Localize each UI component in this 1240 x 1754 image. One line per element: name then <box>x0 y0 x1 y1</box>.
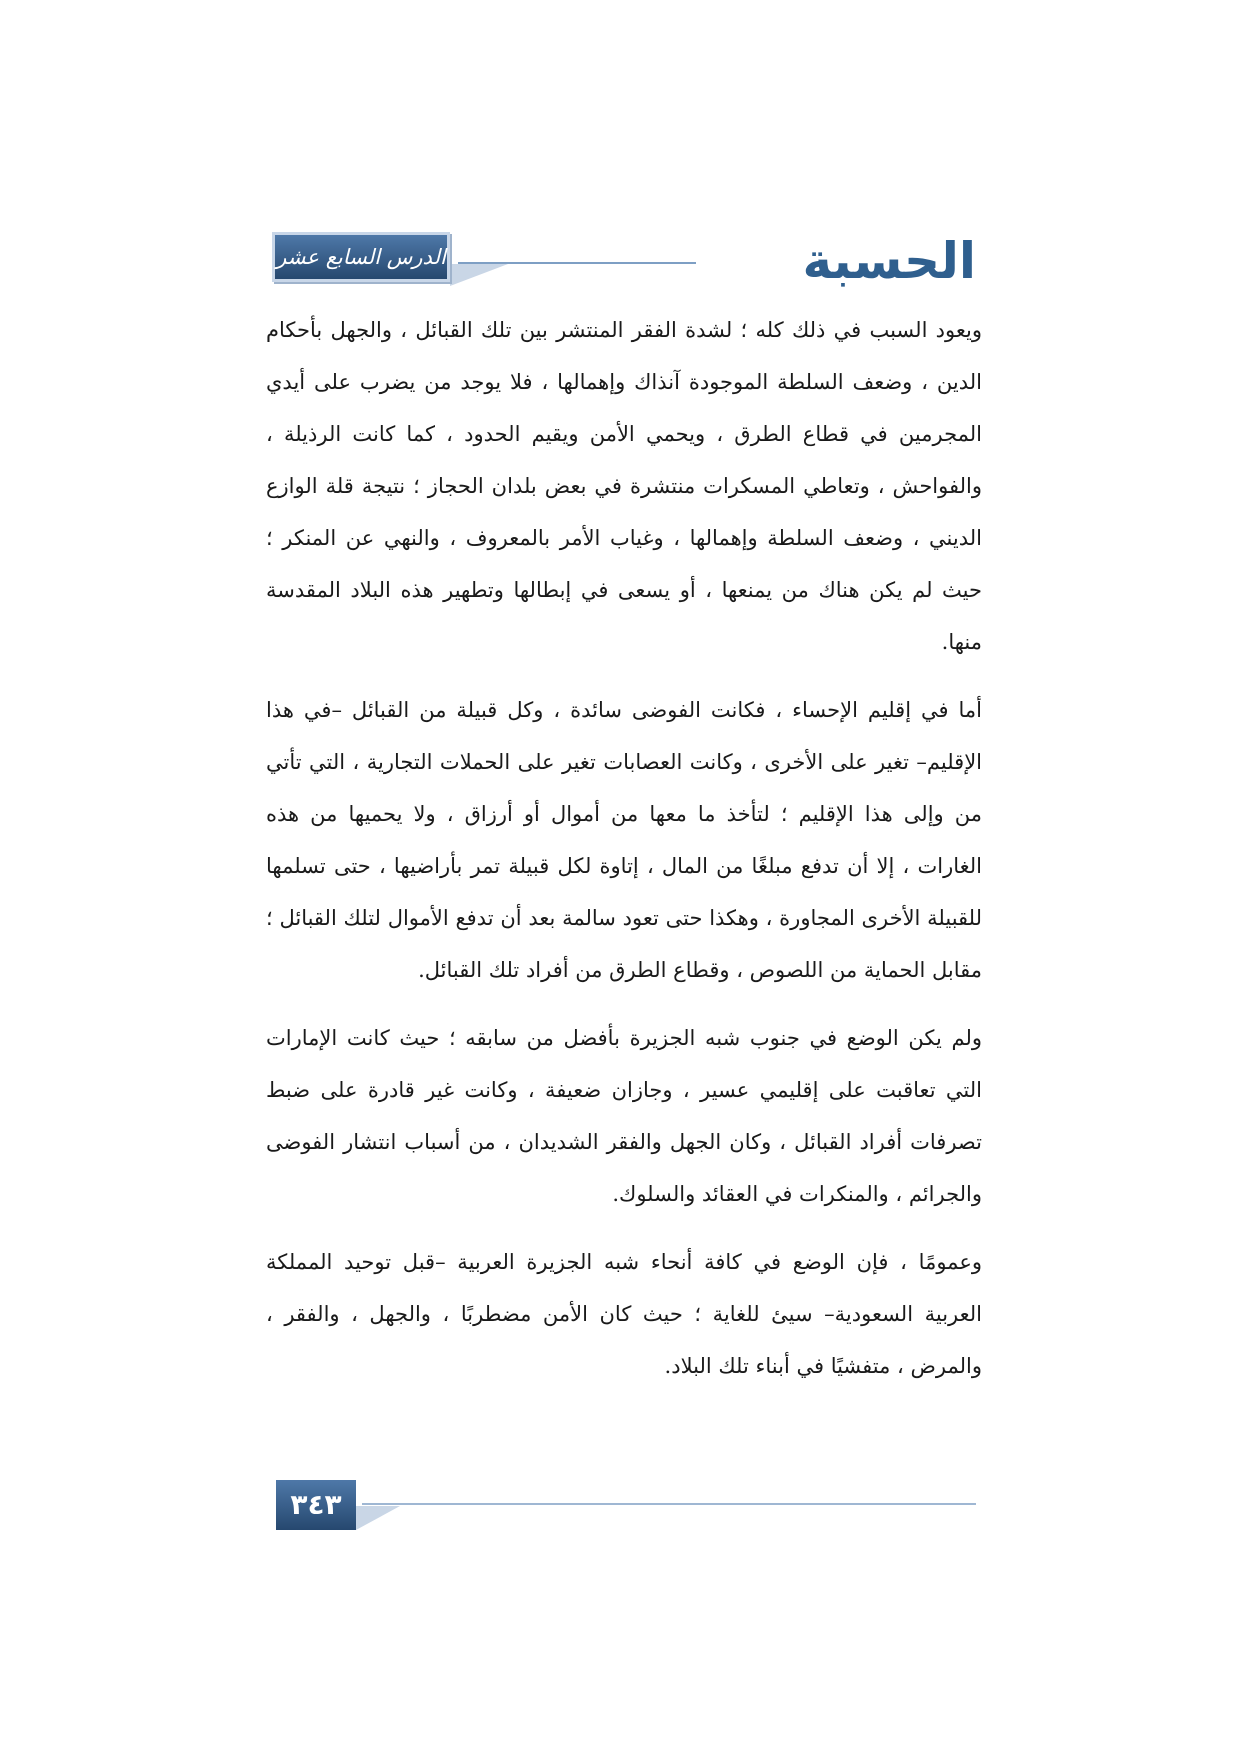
page-header <box>272 232 976 296</box>
page-body <box>266 304 982 1408</box>
footer-decoration <box>356 1506 400 1530</box>
footer-rule <box>362 1503 976 1505</box>
book-title: الحسبة <box>802 232 976 290</box>
page-footer <box>276 1480 976 1536</box>
header-decoration <box>450 264 508 286</box>
paragraph: ولم يكن الوضع في جنوب شبه الجزيرة بأفضل من سابقه ؛ حيث كانت الإمارات التي تعاقبت على إقليمي عسير ، وجازان ضعيفة ، وكانت غير قادرة على ضبط تصرفات أفراد القبائل ، وكان الجهل والفقر الشديدان ، من أسباب انتشار الفوضى والجرائم ، والمنكرات في العقائد والسلوك. <box>266 1026 982 1206</box>
paragraph: ويعود السبب في ذلك كله ؛ لشدة الفقر المنتشر بين تلك القبائل ، والجهل بأحكام الدين ، وضعف السلطة الموجودة آنذاك وإهمالها ، فلا يوجد من يضرب على أيدي المجرمين في قطاع الطرق ، ويحمي الأمن ويقيم الحدود ، كما كانت الرذيلة ، والفواحش ، وتعاطي المسكرات منتشرة في بعض بلدان الحجاز ؛ نتيجة قلة الوازع الديني ، وضعف السلطة وإهمالها ، وغياب الأمر بالمعروف ، والنهي عن المنكر ؛ حيث لم يكن هناك من يمنعها ، أو يسعى في إبطالها وتطهير هذه البلاد المقدسة منها. <box>266 318 982 654</box>
page-number: ٣٤٣ <box>276 1480 356 1530</box>
paragraph: أما في إقليم الإحساء ، فكانت الفوضى سائدة ، وكل قبيلة من القبائل –في هذا الإقليم– تغير على الأخرى ، وكانت العصابات تغير على الحملات التجارية ، التي تأتي من وإلى هذا الإقليم ؛ لتأخذ ما معها من أموال أو أرزاق ، ولا يحميها من هذه الغارات ، إلا أن تدفع مبلغًا من المال ، إتاوة لكل قبيلة تمر بأراضيها ، حتى تسلمها للقبيلة الأخرى المجاورة ، وهكذا حتى تعود سالمة بعد أن تدفع الأموال لتلك القبائل ؛ مقابل الحماية من اللصوص ، وقطاع الطرق من أفراد تلك القبائل. <box>266 698 982 982</box>
paragraph: وعمومًا ، فإن الوضع في كافة أنحاء شبه الجزيرة العربية –قبل توحيد المملكة العربية السعودية– سيئ للغاية ؛ حيث كان الأمن مضطربًا ، والجهل ، والفقر ، والمرض ، متفشيًا في أبناء تلك البلاد. <box>266 1250 982 1378</box>
lesson-badge: الدرس السابع عشر <box>272 232 450 282</box>
